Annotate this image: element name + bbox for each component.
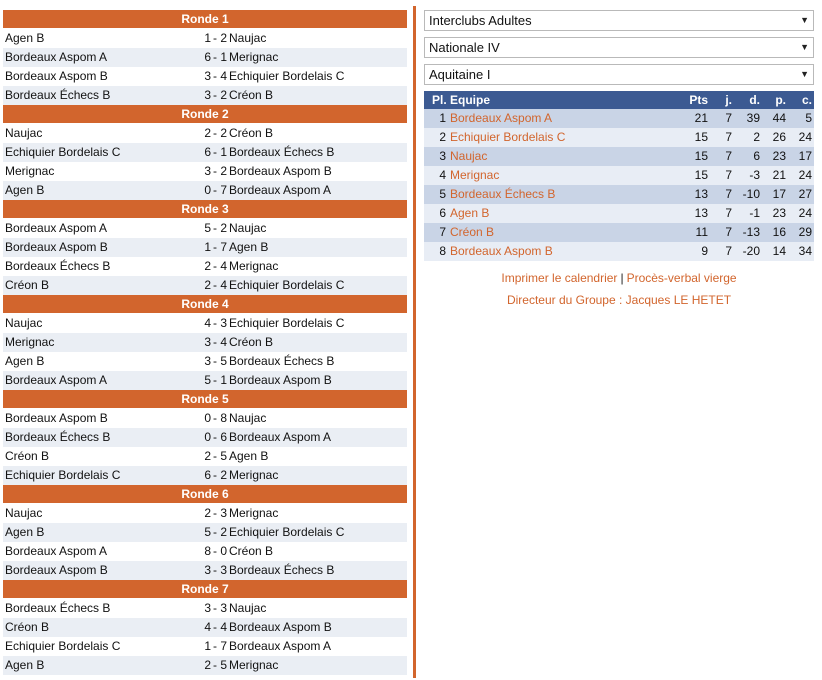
ronde-header: Ronde 5 [3, 390, 407, 409]
match-score-separator: - [213, 658, 217, 672]
match-away-score: 4 [220, 278, 227, 292]
match-row [3, 29, 407, 48]
right-panel [424, 10, 814, 307]
match-score-separator: - [213, 373, 217, 387]
match-away-team: Merignac [229, 506, 279, 520]
match-away-score: 7 [220, 639, 227, 653]
match-away-team: Créon B [229, 544, 274, 558]
match-score-separator: - [213, 126, 217, 140]
match-home-score: 5 [204, 221, 211, 235]
match-away-team: Naujac [229, 221, 267, 235]
header-c: c. [801, 93, 812, 107]
match-row [3, 542, 407, 561]
group-director: Directeur du Groupe : Jacques LE HETET [506, 293, 732, 307]
match-home-score: 5 [204, 525, 211, 539]
match-row [3, 181, 407, 200]
match-away-score: 7 [220, 240, 227, 254]
standing-played: 7 [725, 130, 732, 144]
match-away-score: 4 [220, 259, 227, 273]
match-away-score: 7 [220, 183, 227, 197]
match-row [3, 162, 407, 181]
match-home-team: Naujac [5, 126, 43, 140]
match-away-team: Naujac [229, 601, 267, 615]
standing-place: 7 [439, 225, 446, 239]
match-away-score: 3 [220, 563, 227, 577]
match-home-team: Echiquier Bordelais C [5, 145, 121, 159]
match-home-team: Créon B [5, 620, 50, 634]
match-home-team: Bordeaux Aspom B [5, 411, 108, 425]
match-home-team: Agen B [5, 525, 45, 539]
match-home-score: 2 [204, 126, 211, 140]
match-row [3, 276, 407, 295]
match-home-score: 1 [204, 31, 211, 45]
match-score-separator: - [213, 164, 217, 178]
match-away-team: Echiquier Bordelais C [229, 278, 345, 292]
match-home-score: 3 [204, 563, 211, 577]
match-row [3, 371, 407, 390]
match-home-team: Merignac [5, 164, 55, 178]
standing-played: 7 [725, 206, 732, 220]
standings-row [424, 185, 814, 204]
match-away-score: 2 [220, 164, 227, 178]
match-score-separator: - [213, 88, 217, 102]
match-away-score: 5 [220, 658, 227, 672]
match-away-team: Echiquier Bordelais C [229, 316, 345, 330]
match-score-separator: - [213, 316, 217, 330]
match-home-team: Naujac [5, 506, 43, 520]
link-separator: | [620, 271, 624, 285]
match-away-score: 3 [220, 601, 227, 615]
match-score-separator: - [213, 620, 217, 634]
match-row [3, 447, 407, 466]
standing-place: 3 [439, 149, 446, 163]
match-row [3, 86, 407, 105]
match-home-team: Agen B [5, 354, 45, 368]
match-home-team: Bordeaux Aspom A [5, 221, 108, 235]
match-away-team: Merignac [229, 50, 279, 64]
match-row [3, 352, 407, 371]
standing-against: 27 [798, 187, 812, 201]
standing-difference: 39 [746, 111, 760, 125]
match-row [3, 333, 407, 352]
standing-played: 7 [725, 187, 732, 201]
standing-for: 44 [772, 111, 786, 125]
standing-played: 7 [725, 244, 732, 258]
standing-place: 1 [439, 111, 446, 125]
standings-row [424, 147, 814, 166]
match-row [3, 428, 407, 447]
match-home-team: Agen B [5, 183, 45, 197]
match-away-score: 1 [220, 50, 227, 64]
match-home-score: 6 [204, 145, 211, 159]
standings-row [424, 223, 814, 242]
match-row [3, 637, 407, 656]
match-home-score: 4 [204, 316, 211, 330]
blank-report-link[interactable]: Procès-verbal vierge [626, 271, 737, 285]
match-home-score: 8 [204, 544, 211, 558]
match-away-score: 8 [220, 411, 227, 425]
match-row [3, 257, 407, 276]
match-away-team: Agen B [229, 240, 269, 254]
match-away-team: Bordeaux Aspom B [229, 620, 332, 634]
match-home-score: 6 [204, 50, 211, 64]
standing-points: 21 [694, 111, 708, 125]
column-divider [413, 6, 416, 678]
group-select[interactable] [424, 64, 814, 85]
header-equipe: Equipe [450, 93, 491, 107]
match-row [3, 599, 407, 618]
header-p: p. [775, 93, 786, 107]
division-select[interactable] [424, 37, 814, 58]
ronde-header: Ronde 1 [3, 10, 407, 29]
match-away-score: 6 [220, 430, 227, 444]
match-row [3, 504, 407, 523]
match-home-score: 2 [204, 278, 211, 292]
standing-points: 13 [694, 206, 708, 220]
match-score-separator: - [213, 69, 217, 83]
match-away-team: Bordeaux Aspom A [229, 430, 332, 444]
ronde-header: Ronde 2 [3, 105, 407, 124]
standings-header [424, 91, 814, 109]
match-score-separator: - [213, 145, 217, 159]
match-away-team: Bordeaux Aspom B [229, 164, 332, 178]
header-pl: Pl. [432, 93, 447, 107]
standing-points: 15 [694, 168, 708, 182]
match-away-score: 1 [220, 145, 227, 159]
standing-against: 24 [798, 130, 812, 144]
standing-difference: 6 [753, 149, 760, 163]
print-calendar-link[interactable]: Imprimer le calendrier [501, 271, 618, 285]
standing-difference: -3 [749, 168, 760, 182]
match-home-score: 4 [204, 620, 211, 634]
match-home-team: Créon B [5, 449, 50, 463]
standing-for: 26 [772, 130, 786, 144]
match-score-separator: - [213, 240, 217, 254]
match-home-score: 0 [204, 430, 211, 444]
match-away-team: Bordeaux Échecs B [229, 145, 335, 159]
match-home-score: 0 [204, 183, 211, 197]
competition-select[interactable] [424, 10, 814, 31]
match-home-team: Bordeaux Aspom A [5, 50, 108, 64]
match-home-score: 0 [204, 411, 211, 425]
standings-table [424, 91, 814, 261]
standings-row [424, 204, 814, 223]
match-home-team: Agen B [5, 31, 45, 45]
standing-team-link[interactable]: Agen B [450, 206, 490, 220]
standing-played: 7 [725, 225, 732, 239]
match-home-score: 3 [204, 335, 211, 349]
standing-team-link[interactable]: Echiquier Bordelais C [450, 130, 566, 144]
match-away-score: 2 [220, 525, 227, 539]
match-away-team: Bordeaux Aspom A [229, 183, 332, 197]
match-away-team: Bordeaux Échecs B [229, 563, 335, 577]
match-away-score: 5 [220, 354, 227, 368]
ronde-header: Ronde 7 [3, 580, 407, 599]
match-score-separator: - [213, 544, 217, 558]
action-links [424, 269, 814, 287]
match-home-score: 2 [204, 449, 211, 463]
match-home-team: Bordeaux Échecs B [5, 88, 111, 102]
match-home-score: 2 [204, 658, 211, 672]
standings-row [424, 109, 814, 128]
match-home-team: Bordeaux Aspom B [5, 69, 108, 83]
match-home-score: 2 [204, 259, 211, 273]
chevron-down-icon: ▼ [800, 15, 809, 25]
match-score-separator: - [213, 506, 217, 520]
header-d: d. [749, 93, 760, 107]
match-score-separator: - [213, 639, 217, 653]
match-home-score: 5 [204, 373, 211, 387]
match-row [3, 466, 407, 485]
match-home-team: Bordeaux Aspom A [5, 373, 108, 387]
match-row [3, 124, 407, 143]
match-home-team: Echiquier Bordelais C [5, 468, 121, 482]
match-away-score: 1 [220, 373, 227, 387]
match-away-score: 2 [220, 221, 227, 235]
match-away-team: Naujac [229, 411, 267, 425]
standing-against: 29 [798, 225, 812, 239]
standing-points: 11 [695, 225, 708, 239]
match-score-separator: - [213, 563, 217, 577]
match-home-score: 3 [204, 354, 211, 368]
match-away-score: 3 [220, 506, 227, 520]
standing-difference: -10 [742, 187, 760, 201]
match-score-separator: - [213, 31, 217, 45]
match-home-score: 3 [204, 164, 211, 178]
standing-for: 23 [772, 206, 786, 220]
match-away-team: Bordeaux Échecs B [229, 354, 335, 368]
match-home-score: 3 [204, 69, 211, 83]
match-away-score: 2 [220, 31, 227, 45]
match-away-team: Merignac [229, 658, 279, 672]
standing-place: 6 [439, 206, 446, 220]
match-away-score: 5 [220, 449, 227, 463]
chevron-down-icon: ▼ [800, 69, 809, 79]
match-home-team: Créon B [5, 278, 50, 292]
standing-team-link[interactable]: Bordeaux Aspom B [450, 244, 553, 258]
match-away-team: Créon B [229, 335, 274, 349]
match-away-team: Merignac [229, 468, 279, 482]
match-away-score: 0 [220, 544, 227, 558]
standing-for: 21 [772, 168, 786, 182]
match-score-separator: - [213, 50, 217, 64]
match-score-separator: - [213, 335, 217, 349]
match-row [3, 48, 407, 67]
match-score-separator: - [213, 468, 217, 482]
match-away-team: Bordeaux Aspom A [229, 639, 332, 653]
match-home-team: Bordeaux Aspom A [5, 544, 108, 558]
match-row [3, 523, 407, 542]
match-away-score: 4 [220, 69, 227, 83]
match-away-score: 4 [220, 620, 227, 634]
standing-against: 5 [805, 111, 812, 125]
match-home-team: Bordeaux Échecs B [5, 430, 111, 444]
match-away-score: 2 [220, 468, 227, 482]
match-home-score: 1 [204, 639, 211, 653]
standings-row [424, 242, 814, 261]
standing-for: 17 [772, 187, 786, 201]
standing-team-link[interactable]: Bordeaux Aspom A [450, 111, 553, 125]
standing-team-link[interactable]: Merignac [450, 168, 500, 182]
match-score-separator: - [213, 259, 217, 273]
match-score-separator: - [213, 278, 217, 292]
match-score-separator: - [213, 525, 217, 539]
standings-body [424, 109, 814, 261]
match-away-score: 2 [220, 88, 227, 102]
ronde-header: Ronde 4 [3, 295, 407, 314]
match-away-score: 2 [220, 126, 227, 140]
division-select-value: Nationale IV [429, 40, 500, 55]
match-home-team: Agen B [5, 658, 45, 672]
match-score-separator: - [213, 449, 217, 463]
match-row [3, 238, 407, 257]
standing-points: 15 [694, 149, 708, 163]
match-score-separator: - [213, 354, 217, 368]
match-home-score: 1 [204, 240, 211, 254]
match-away-team: Echiquier Bordelais C [229, 69, 345, 83]
match-calendar [3, 10, 407, 675]
standing-against: 34 [798, 244, 812, 258]
standing-points: 15 [694, 130, 708, 144]
match-row [3, 656, 407, 675]
match-home-team: Bordeaux Échecs B [5, 601, 111, 615]
standing-played: 7 [725, 111, 732, 125]
match-away-score: 3 [220, 316, 227, 330]
match-home-score: 6 [204, 468, 211, 482]
match-away-team: Bordeaux Aspom B [229, 373, 332, 387]
match-score-separator: - [213, 601, 217, 615]
standing-difference: 2 [753, 130, 760, 144]
match-row [3, 561, 407, 580]
match-score-separator: - [213, 183, 217, 197]
standing-difference: -1 [749, 206, 760, 220]
standing-points: 13 [694, 187, 708, 201]
ronde-header: Ronde 6 [3, 485, 407, 504]
match-score-separator: - [213, 430, 217, 444]
match-row [3, 618, 407, 637]
standing-points: 9 [701, 244, 708, 258]
chevron-down-icon: ▼ [800, 42, 809, 52]
match-home-team: Bordeaux Aspom B [5, 563, 108, 577]
standing-place: 2 [439, 130, 446, 144]
match-home-team: Echiquier Bordelais C [5, 639, 121, 653]
standing-place: 4 [439, 168, 446, 182]
match-row [3, 314, 407, 333]
standing-difference: -20 [742, 244, 760, 258]
match-away-team: Créon B [229, 88, 274, 102]
standing-played: 7 [725, 168, 732, 182]
group-select-value: Aquitaine I [429, 67, 491, 82]
ronde-header: Ronde 3 [3, 200, 407, 219]
match-row [3, 409, 407, 428]
match-row [3, 143, 407, 162]
standing-team-link[interactable]: Bordeaux Échecs B [450, 187, 556, 201]
match-away-score: 4 [220, 335, 227, 349]
match-home-team: Bordeaux Échecs B [5, 259, 111, 273]
match-home-score: 3 [204, 88, 211, 102]
standing-against: 24 [798, 168, 812, 182]
match-score-separator: - [213, 221, 217, 235]
standing-team-link[interactable]: Naujac [450, 149, 488, 163]
match-home-score: 2 [204, 506, 211, 520]
standing-played: 7 [725, 149, 732, 163]
standing-for: 23 [772, 149, 786, 163]
match-away-team: Naujac [229, 31, 267, 45]
match-row [3, 67, 407, 86]
match-home-team: Bordeaux Aspom B [5, 240, 108, 254]
standing-difference: -13 [742, 225, 760, 239]
standing-team-link[interactable]: Créon B [450, 225, 495, 239]
match-home-team: Naujac [5, 316, 43, 330]
standing-place: 8 [439, 244, 446, 258]
header-pts: Pts [689, 93, 708, 107]
match-away-team: Merignac [229, 259, 279, 273]
header-j: j. [725, 93, 732, 107]
match-away-team: Echiquier Bordelais C [229, 525, 345, 539]
match-away-team: Créon B [229, 126, 274, 140]
match-score-separator: - [213, 411, 217, 425]
standing-for: 14 [772, 244, 786, 258]
match-away-team: Agen B [229, 449, 269, 463]
standing-for: 16 [772, 225, 786, 239]
match-row [3, 219, 407, 238]
standing-place: 5 [439, 187, 446, 201]
standing-against: 24 [798, 206, 812, 220]
standings-row [424, 128, 814, 147]
standings-row [424, 166, 814, 185]
match-home-team: Merignac [5, 335, 55, 349]
competition-select-value: Interclubs Adultes [429, 13, 532, 28]
standing-against: 17 [798, 149, 812, 163]
match-home-score: 3 [204, 601, 211, 615]
